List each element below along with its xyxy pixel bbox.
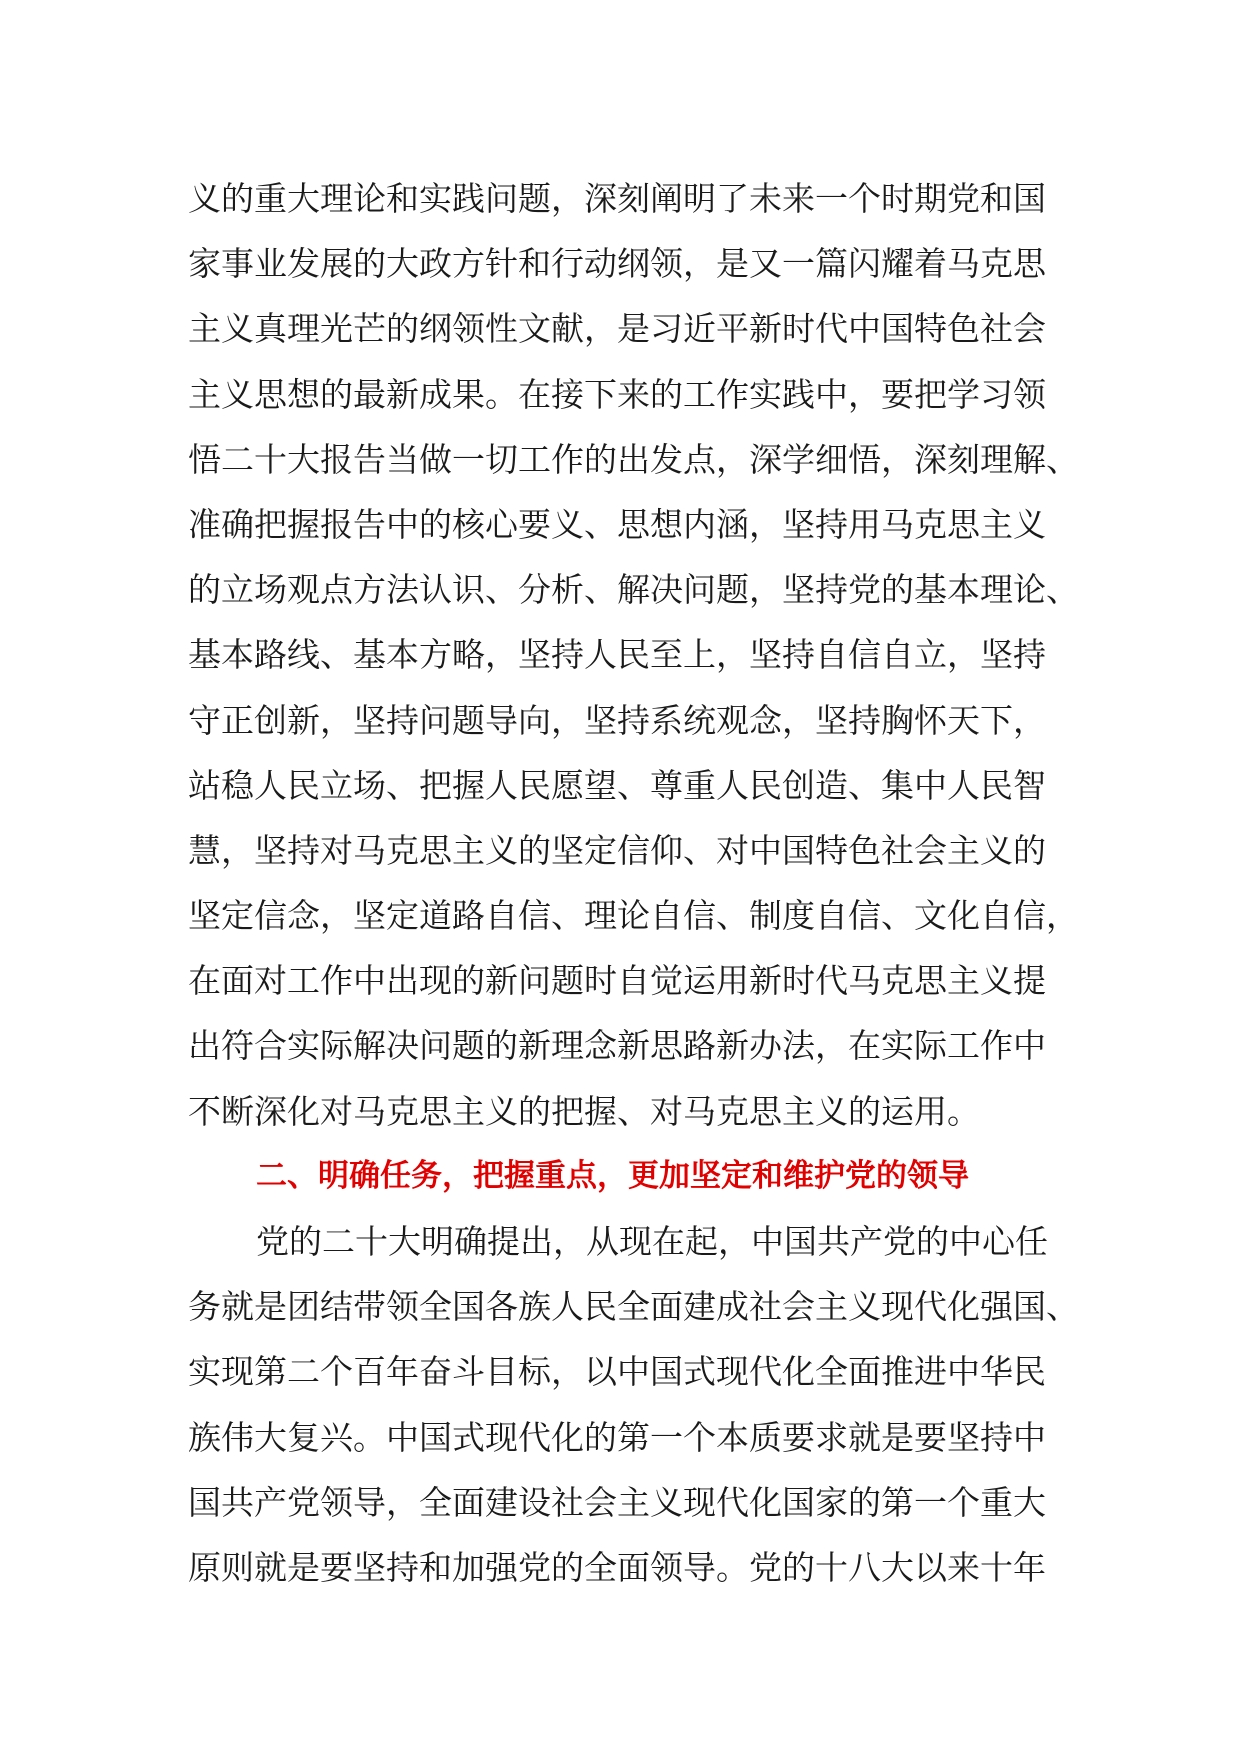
- text-line: 在面对工作中出现的新问题时自觉运用新时代马克思主义提: [188, 961, 1046, 1001]
- text-line: 务就是团结带领全国各族人民全面建成社会主义现代化强国、: [188, 1287, 1079, 1327]
- section-heading: 二、明确任务，把握重点，更加坚定和维护党的领导: [256, 1157, 969, 1194]
- text-line: 族伟大复兴。中国式现代化的第一个本质要求就是要坚持中: [188, 1417, 1046, 1457]
- text-line: 基本路线、基本方略，坚持人民至上，坚持自信自立，坚持: [188, 635, 1046, 675]
- text-line: 不断深化对马克思主义的把握、对马克思主义的运用。: [188, 1091, 980, 1131]
- text-line: 慧，坚持对马克思主义的坚定信仰、对中国特色社会主义的: [188, 830, 1046, 870]
- text-line: 原则就是要坚持和加强党的全面领导。党的十八大以来十年: [188, 1547, 1046, 1587]
- text-line: 悟二十大报告当做一切工作的出发点，深学细悟，深刻理解、: [188, 439, 1079, 479]
- text-line: 出符合实际解决问题的新理念新思路新办法，在实际工作中: [188, 1026, 1046, 1066]
- text-line: 义的重大理论和实践问题，深刻阐明了未来一个时期党和国: [188, 179, 1046, 218]
- text-line: 的立场观点方法认识、分析、解决问题，坚持党的基本理论、: [188, 570, 1079, 610]
- text-line: 实现第二个百年奋斗目标，以中国式现代化全面推进中华民: [188, 1352, 1046, 1392]
- text-line: 党的二十大明确提出，从现在起，中国共产党的中心任: [256, 1222, 1048, 1261]
- text-line: 坚定信念，坚定道路自信、理论自信、制度自信、文化自信，: [188, 896, 1079, 936]
- text-line: 国共产党领导，全面建设社会主义现代化国家的第一个重大: [188, 1482, 1046, 1522]
- text-line: 主义思想的最新成果。在接下来的工作实践中，要把学习领: [188, 374, 1046, 414]
- text-line: 主义真理光芒的纲领性文献，是习近平新时代中国特色社会: [188, 309, 1046, 349]
- document-body: [188, 166, 1079, 1600]
- text-line: 准确把握报告中的核心要义、思想内涵，坚持用马克思主义: [188, 504, 1046, 544]
- text-line: 站稳人民立场、把握人民愿望、尊重人民创造、集中人民智: [188, 765, 1046, 805]
- text-line: 家事业发展的大政方针和行动纲领，是又一篇闪耀着马克思: [188, 244, 1046, 284]
- text-line: 守正创新，坚持问题导向，坚持系统观念，坚持胸怀天下，: [188, 700, 1046, 740]
